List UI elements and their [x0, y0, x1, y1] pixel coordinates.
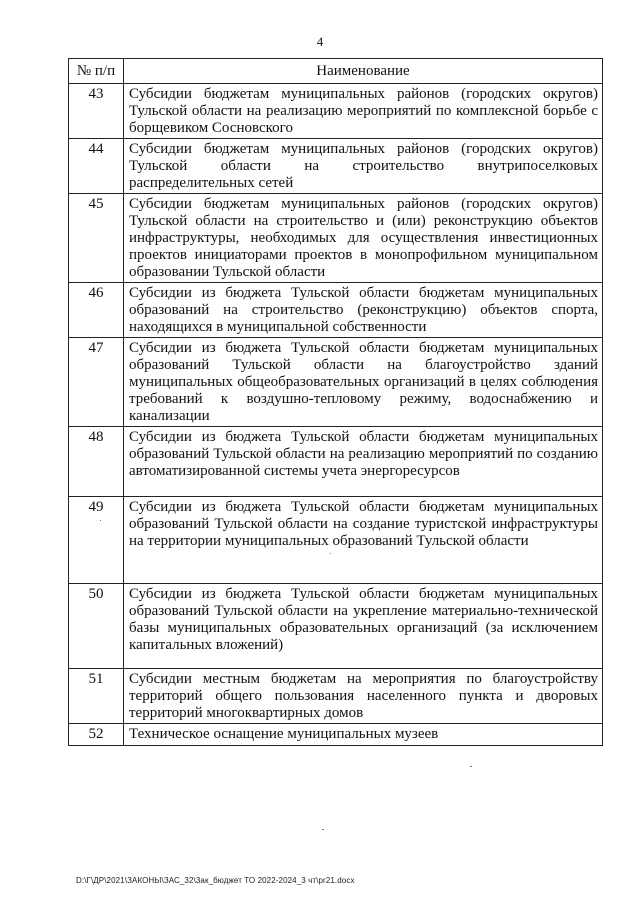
scan-speck	[100, 520, 101, 521]
row-number: 47	[69, 338, 124, 427]
row-number: 48	[69, 427, 124, 497]
row-number: 50	[69, 584, 124, 669]
table-row	[69, 669, 603, 724]
row-name: Субсидии бюджетам муниципальных районов (городских округов) Тульской области на строительство и (или) реконструкцию объектов инфраструктуры, необходимых для осуществления инвестиционных проектов инициаторами проектов в монопрофильном муниципальном образовании Тульской области	[124, 194, 603, 283]
table-row	[69, 584, 603, 669]
row-name: Субсидии из бюджета Тульской области бюджетам муниципальных образований Тульской области на благоустройство зданий муниципальных общеобразовательных организаций в целях соблюдения требований к воздушно-тепловому режиму, водоснабжению и канализации	[124, 338, 603, 427]
row-number: 43	[69, 84, 124, 139]
scan-speck	[330, 553, 331, 554]
row-number: 51	[69, 669, 124, 724]
table-header-row	[69, 59, 603, 84]
row-name: Субсидии из бюджета Тульской области бюджетам муниципальных образований Тульской области на реализацию мероприятий по созданию автоматизированной системы учета энергоресурсов	[124, 427, 603, 497]
file-path-footer: D:\Г\ДР\2021\ЗАКОНЫ\ЗАС_32\3ак_бюджет ТО 2022-2024_3 чт\pr21.docx	[76, 876, 355, 885]
row-name: Субсидии из бюджета Тульской области бюджетам муниципальных образований Тульской области на создание туристской инфраструктуры на территории муниципальных образований Тульской области	[124, 497, 603, 584]
subsidies-table	[68, 58, 603, 746]
row-name: Субсидии из бюджета Тульской области бюджетам муниципальных образований Тульской области на укрепление материально-технической базы муниципальных образовательных организаций (за исключением капитальных вложений)	[124, 584, 603, 669]
row-name: Субсидии бюджетам муниципальных районов (городских округов) Тульской области на строительство внутрипоселковых распределительных сетей	[124, 139, 603, 194]
scan-speck	[470, 766, 472, 767]
row-name: Субсидии местным бюджетам на мероприятия по благоустройству территорий общего пользования населенного пункта и дворовых территорий многоквартирных домов	[124, 669, 603, 724]
row-name: Субсидии из бюджета Тульской области бюджетам муниципальных образований на строительство (реконструкцию) объектов спорта, находящихся в муниципальной собственности	[124, 283, 603, 338]
row-number: 45	[69, 194, 124, 283]
row-name: Субсидии бюджетам муниципальных районов (городских округов) Тульской области на реализацию мероприятий по комплексной борьбе с борщевиком Сосновского	[124, 84, 603, 139]
scan-speck	[322, 829, 324, 830]
column-header-number: № п/п	[69, 59, 124, 84]
table-row	[69, 139, 603, 194]
row-number: 46	[69, 283, 124, 338]
row-number: 52	[69, 724, 124, 746]
table-row	[69, 724, 603, 746]
row-name: Техническое оснащение муниципальных музеев	[124, 724, 603, 746]
page-number: 4	[316, 34, 324, 49]
table-row	[69, 497, 603, 584]
row-number: 44	[69, 139, 124, 194]
table-row	[69, 194, 603, 283]
table-row	[69, 84, 603, 139]
column-header-name: Наименование	[124, 59, 603, 84]
row-number: 49	[69, 497, 124, 584]
table-row	[69, 283, 603, 338]
table-row	[69, 427, 603, 497]
table-row	[69, 338, 603, 427]
